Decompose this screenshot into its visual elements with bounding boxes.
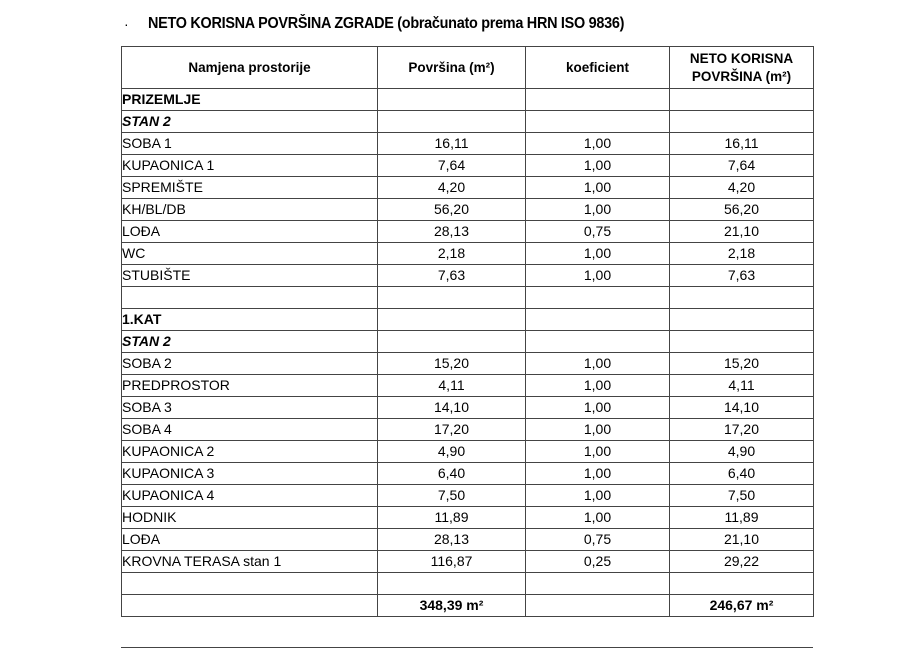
blank-row [122,573,814,595]
subsection-row [122,111,814,133]
room-koef: 0,25 [526,551,670,573]
room-koef: 1,00 [526,199,670,221]
room-name: SOBA 4 [122,419,378,441]
bottom-rule [121,647,813,648]
room-povrsina: 6,40 [378,463,526,485]
room-povrsina: 28,13 [378,221,526,243]
total-povrsina: 348,39 m² [378,595,526,617]
room-povrsina: 17,20 [378,419,526,441]
room-neto: 15,20 [670,353,814,375]
room-neto: 17,20 [670,419,814,441]
room-povrsina: 7,64 [378,155,526,177]
room-name: SOBA 3 [122,397,378,419]
room-name: LOĐA [122,529,378,551]
room-koef: 1,00 [526,463,670,485]
room-neto: 4,90 [670,441,814,463]
room-povrsina: 7,50 [378,485,526,507]
section-row [122,309,814,331]
room-povrsina: 116,87 [378,551,526,573]
room-name: SOBA 2 [122,353,378,375]
room-neto: 7,64 [670,155,814,177]
room-name: WC [122,243,378,265]
room-koef: 1,00 [526,133,670,155]
header-povrsina: Površina (m²) [378,47,526,89]
room-koef: 1,00 [526,397,670,419]
room-name: KROVNA TERASA stan 1 [122,551,378,573]
table-row [122,133,814,155]
room-povrsina: 14,10 [378,397,526,419]
total-neto: 246,67 m² [670,595,814,617]
room-povrsina: 2,18 [378,243,526,265]
table-row [122,529,814,551]
subsection-row [122,331,814,353]
area-table [121,46,814,617]
room-name: LOĐA [122,221,378,243]
room-koef: 1,00 [526,507,670,529]
room-koef: 1,00 [526,485,670,507]
room-name: SPREMIŠTE [122,177,378,199]
table-row [122,265,814,287]
room-neto: 4,20 [670,177,814,199]
room-povrsina: 28,13 [378,529,526,551]
room-povrsina: 11,89 [378,507,526,529]
room-neto: 16,11 [670,133,814,155]
room-koef: 1,00 [526,243,670,265]
blank-row [122,287,814,309]
header-koeficient: koeficient [526,47,670,89]
table-row [122,419,814,441]
table-row [122,243,814,265]
room-koef: 1,00 [526,353,670,375]
room-neto: 11,89 [670,507,814,529]
room-neto: 14,10 [670,397,814,419]
document-heading [124,13,660,35]
room-povrsina: 16,11 [378,133,526,155]
table-row [122,507,814,529]
room-neto: 7,63 [670,265,814,287]
totals-row [122,595,814,617]
table-row [122,551,814,573]
room-povrsina: 15,20 [378,353,526,375]
room-povrsina: 4,90 [378,441,526,463]
room-koef: 0,75 [526,529,670,551]
room-name: KH/BL/DB [122,199,378,221]
table-row [122,485,814,507]
room-koef: 1,00 [526,441,670,463]
room-koef: 1,00 [526,419,670,441]
section-label: PRIZEMLJE [122,89,378,111]
room-name: PREDPROSTOR [122,375,378,397]
table-header-row [122,47,814,89]
room-name: KUPAONICA 1 [122,155,378,177]
room-neto: 21,10 [670,221,814,243]
table-row [122,221,814,243]
room-povrsina: 4,20 [378,177,526,199]
room-povrsina: 56,20 [378,199,526,221]
table-row [122,441,814,463]
room-neto: 7,50 [670,485,814,507]
room-koef: 1,00 [526,265,670,287]
room-name: KUPAONICA 2 [122,441,378,463]
room-koef: 0,75 [526,221,670,243]
bullet-icon: · [124,16,129,32]
room-neto: 2,18 [670,243,814,265]
room-povrsina: 4,11 [378,375,526,397]
room-neto: 6,40 [670,463,814,485]
table-row [122,463,814,485]
room-koef: 1,00 [526,155,670,177]
table-row [122,155,814,177]
header-neto-line1: NETO KORISNA [689,50,794,66]
table-row [122,177,814,199]
table-row [122,375,814,397]
header-neto [670,47,814,89]
room-name: KUPAONICA 4 [122,485,378,507]
room-name: KUPAONICA 3 [122,463,378,485]
section-label: 1.KAT [122,309,378,331]
room-neto: 56,20 [670,199,814,221]
table-row [122,199,814,221]
room-neto: 21,10 [670,529,814,551]
table-row [122,397,814,419]
room-name: STUBIŠTE [122,265,378,287]
room-neto: 29,22 [670,551,814,573]
section-row [122,89,814,111]
heading-title: NETO KORISNA POVRŠINA ZGRADE (obračunato prema HRN ISO 9836) [148,15,625,32]
room-name: HODNIK [122,507,378,529]
room-povrsina: 7,63 [378,265,526,287]
room-neto: 4,11 [670,375,814,397]
subsection-label: STAN 2 [122,111,378,133]
room-koef: 1,00 [526,375,670,397]
header-namjena: Namjena prostorije [122,47,378,89]
subsection-label: STAN 2 [122,331,378,353]
table-row [122,353,814,375]
room-name: SOBA 1 [122,133,378,155]
header-neto-line2: POVRŠINA (m²) [691,68,792,84]
room-koef: 1,00 [526,177,670,199]
